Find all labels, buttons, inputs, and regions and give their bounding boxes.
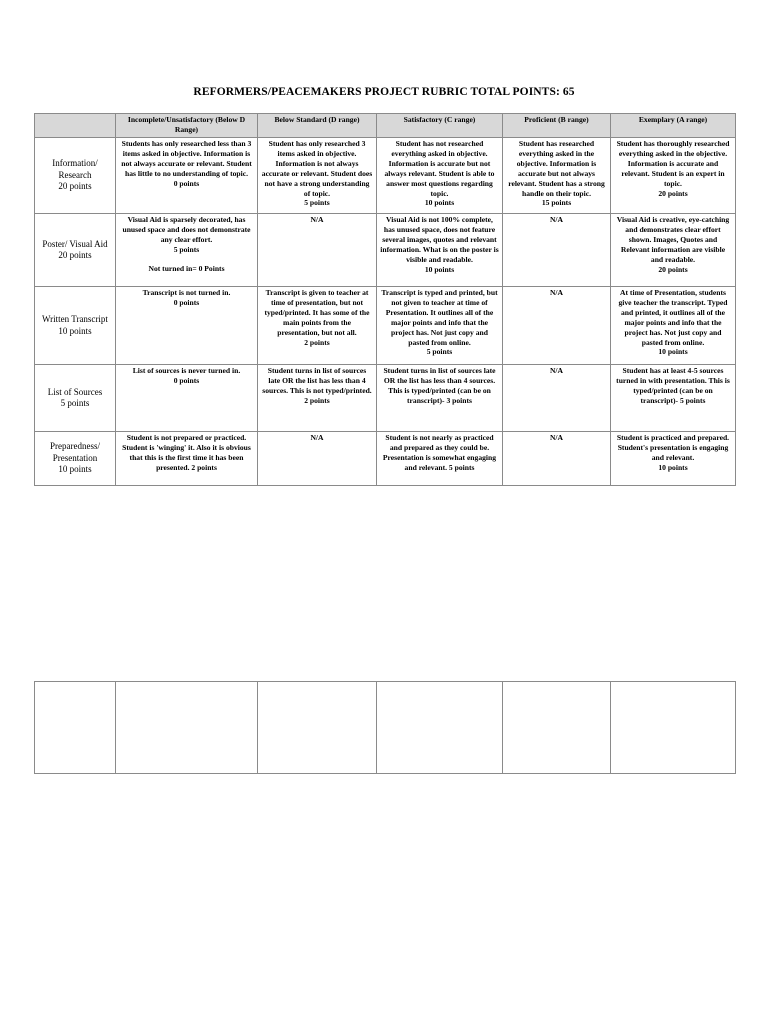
rubric-cell [611, 432, 736, 486]
rubric-cell [503, 214, 611, 287]
empty-row [35, 682, 736, 774]
cell-points: 2 points [304, 395, 330, 405]
rubric-cell [611, 287, 736, 365]
cell-text: Student has researched everything asked in the objective. Information is accurate but not always relevant. Student has a strong handle on their topic. [508, 139, 605, 198]
header-incomplete: Incomplete/Unsatisfactory (Below D Range) [116, 114, 258, 138]
cell-text: List of sources is never turned in. [132, 366, 241, 375]
cell-points: 10 points [424, 264, 455, 274]
cell-text: Student has not researched everything asked in objective. Information is accurate but not always relevant. Student is able to answer most questions regarding topic. [384, 139, 495, 198]
cell-points: 0 points [173, 375, 200, 385]
cell-text: Students has only researched less than 3 items asked in objective. Information is not always accurate or relevant. Student has little to no understanding of topic. [121, 139, 252, 178]
rubric-cell [116, 214, 258, 287]
cell-text: Transcript is not turned in. [142, 288, 231, 297]
cell-points: 5 points [173, 244, 200, 254]
rubric-cell [377, 365, 503, 432]
row-category [35, 214, 116, 287]
category-points: 10 points [58, 325, 92, 336]
cell-points: 20 points [658, 188, 688, 198]
header-exemplary: Exemplary (A range) [611, 114, 736, 138]
empty-cell [35, 682, 116, 774]
rubric-cell [503, 432, 611, 486]
cell-text: Student is practiced and prepared. Student's presentation is engaging and relevant. [616, 433, 730, 462]
cell-points: 5 points [304, 198, 330, 208]
cell-points: 2 points [304, 337, 330, 347]
rubric-cell [258, 432, 377, 486]
cell-points: 5 points [426, 347, 453, 357]
category-label: Preparedness/ Presentation [50, 441, 100, 463]
cell-points: 10 points [424, 198, 455, 208]
rubric-title: REFORMERS/PEACEMAKERS PROJECT RUBRIC TOTAL POINTS: 65 [193, 86, 575, 98]
table-row [35, 365, 736, 432]
cell-text: Visual Aid is sparsely decorated, has unused space and does not demonstrate any clear effort. [122, 215, 251, 244]
category-label: Poster/ Visual Aid [42, 238, 108, 249]
empty-table [34, 681, 736, 774]
header-satisfactory: Satisfactory (C range) [377, 114, 503, 138]
table-row [35, 432, 736, 486]
cell-text: Student is not prepared or practiced. Student is 'winging' it. Also it is obvious that this is the first time it has been presented. 2 points [122, 433, 251, 472]
category-label: Information/ Research [52, 158, 98, 180]
empty-cell [116, 682, 258, 774]
cell-points: 0 points [173, 297, 200, 307]
rubric-cell [611, 214, 736, 287]
cell-text: Student has at least 4-5 sources turned in with presentation. This is typed/printed (can be on transcript)- 5 points [616, 366, 730, 405]
rubric-cell [258, 365, 377, 432]
rubric-cell [116, 138, 258, 214]
empty-cell [611, 682, 736, 774]
row-category [35, 287, 116, 365]
rubric-cell [258, 287, 377, 365]
row-category [35, 365, 116, 432]
rubric-cell [116, 365, 258, 432]
rubric-cell [611, 138, 736, 214]
cell-text: N/A [310, 215, 324, 224]
header-below-standard: Below Standard (D range) [258, 114, 377, 138]
category-points: 20 points [58, 181, 92, 192]
cell-text: Visual Aid is creative, eye-catching and demonstrates clear effort shown. Images, Quotes and Relevant information are visible and readable. [616, 215, 730, 264]
cell-points: 10 points [658, 462, 688, 472]
rubric-cell [258, 138, 377, 214]
rubric-cell [611, 365, 736, 432]
cell-text: Student has only researched 3 items asked in objective. Information is not always accurate or relevant. Student does not have a strong understanding of topic. [261, 139, 373, 198]
cell-text: N/A [549, 433, 564, 442]
rubric-cell [377, 138, 503, 214]
rubric-cell [503, 138, 611, 214]
cell-text: Student is not nearly as practiced and prepared as they could be. Presentation is somewhat engaging and relevant. 5 points [382, 433, 497, 472]
header-row [35, 114, 736, 138]
rubric-cell [377, 214, 503, 287]
cell-text: Transcript is given to teacher at time of presentation, but not typed/printed. It has some of the main points from the presentation, but not all. [264, 288, 370, 337]
cell-points: 15 points [541, 198, 572, 208]
cell-points: 10 points [658, 347, 688, 357]
empty-cell [258, 682, 377, 774]
rubric-cell [377, 287, 503, 365]
rubric-cell [116, 287, 258, 365]
cell-text: N/A [549, 215, 564, 224]
category-points: 10 points [58, 464, 92, 475]
rubric-cell [377, 432, 503, 486]
cell-points: 0 points [173, 178, 200, 188]
table-row [35, 138, 736, 214]
cell-text: N/A [310, 433, 324, 442]
rubric-cell [503, 287, 611, 365]
cell-text: Visual Aid is not 100% complete, has unused space, does not feature several images, quotes and relevant information. What is on the poster is visible and readable. [380, 215, 499, 264]
cell-text: Transcript is typed and printed, but not given to teacher at time of Presentation. It outlines all of the major points and info that the project has. Not just copy and pasted from online. [381, 288, 498, 347]
row-category [35, 138, 116, 214]
cell-text: At time of Presentation, students give teacher the transcript. Typed and printed, it outlines all of the major points and info that the project has. Not just copy and pasted from online. [618, 288, 728, 347]
rubric-table [34, 113, 736, 486]
cell-extra: Not turned in= 0 Points [148, 263, 225, 273]
cell-text: Student has thoroughly researched everything asked in the objective. Information is accurate and relevant. Student is an expert in topic. [616, 139, 730, 188]
category-points: 20 points [58, 250, 92, 260]
cell-text: N/A [549, 288, 564, 297]
rubric-cell [116, 432, 258, 486]
header-proficient: Proficient (B range) [503, 114, 611, 138]
category-points: 5 points [60, 398, 90, 408]
empty-cell [503, 682, 611, 774]
rubric-cell [503, 365, 611, 432]
row-category [35, 432, 116, 486]
header-blank [35, 114, 116, 138]
table-row [35, 214, 736, 287]
category-label: Written Transcript [42, 314, 108, 324]
cell-points: 20 points [658, 264, 688, 274]
empty-cell [377, 682, 503, 774]
table-row [35, 287, 736, 365]
cell-text: Student turns in list of sources late OR the list has less than 4 sources. This is not typed/printed. [262, 366, 372, 395]
category-label: List of Sources [47, 386, 103, 397]
cell-text: Student turns in list of sources late OR the list has less than 4 sources. This is typed/printed (can be on transcript)- 3 points [383, 366, 496, 405]
rubric-cell [258, 214, 377, 287]
cell-text: N/A [549, 366, 564, 375]
